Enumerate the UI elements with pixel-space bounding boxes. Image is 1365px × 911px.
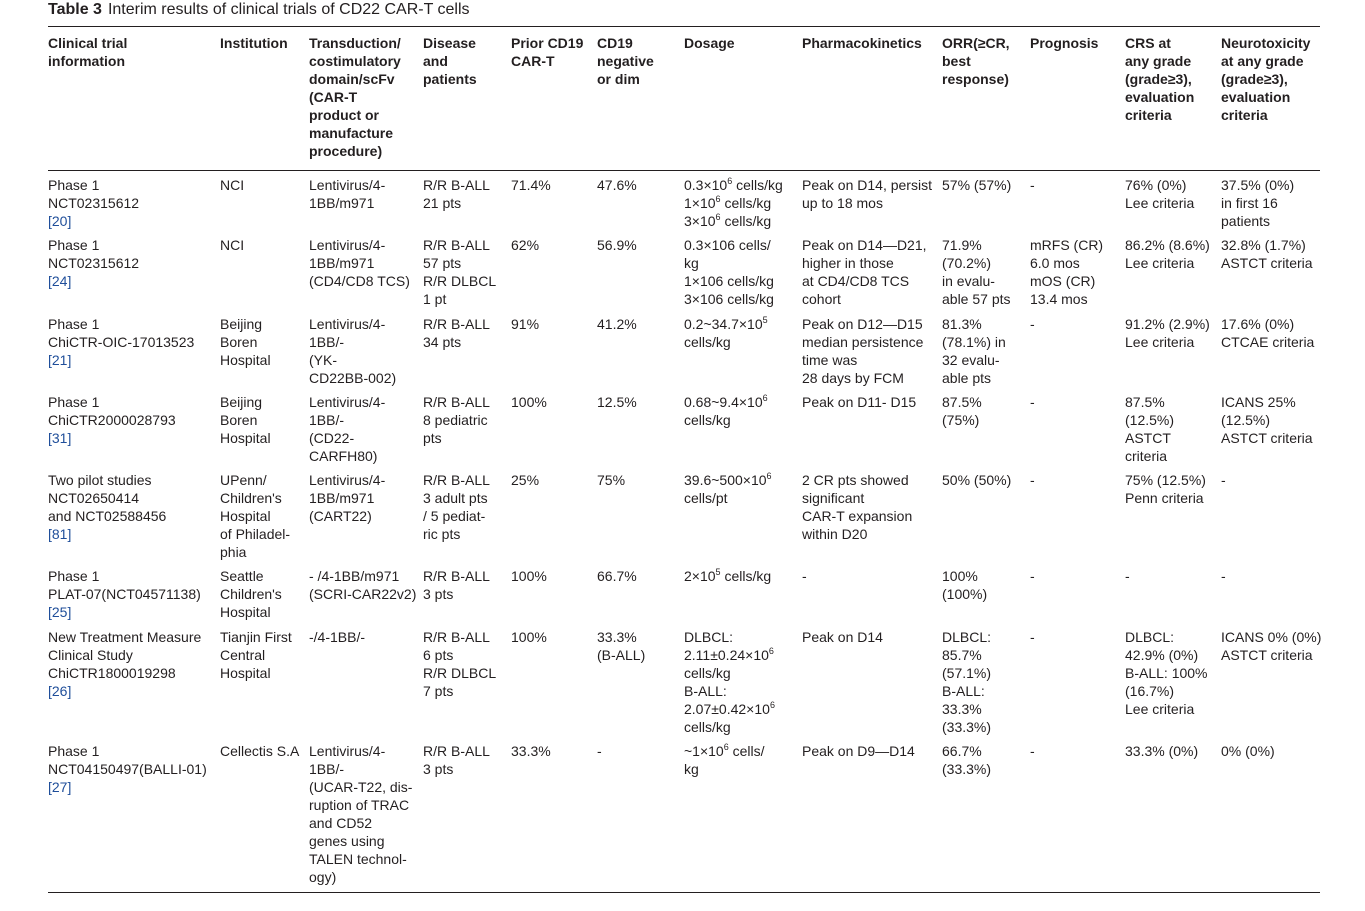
cell-crs: 76% (0%) Lee criteria — [1125, 177, 1195, 211]
trial-info: New Treatment Measure Clinical Study ChiCTR1800019298 — [48, 629, 202, 681]
cell-trial — [48, 567, 201, 621]
cell-disease: R/R B-ALL 57 pts R/R DLBCL 1 pt — [423, 237, 497, 307]
header-disease: Disease and patients — [423, 35, 477, 87]
cell-disease: R/R B-ALL 8 pediatric pts — [423, 394, 490, 446]
cell-dosage — [684, 742, 765, 778]
trial-info: Phase 1 PLAT-07(NCT04571138) — [48, 568, 201, 602]
cell-neuro: 17.6% (0%) CTCAE criteria — [1221, 316, 1315, 350]
cell-prior: 33.3% — [511, 743, 551, 759]
cell-cd19neg: 12.5% — [597, 394, 637, 410]
cell-prognosis: - — [1030, 394, 1035, 410]
dosage-line: cells/pt — [684, 490, 728, 506]
cell-prognosis: - — [1030, 472, 1035, 488]
cell-institution: Cellectis S.A — [220, 743, 300, 759]
cell-dosage — [684, 315, 768, 351]
trial-info: Phase 1 NCT02315612 — [48, 177, 140, 211]
cell-pk: Peak on D14—D21, higher in those at CD4/CD8 TCS cohort — [802, 237, 927, 307]
dosage-line: $3\times 10^6$ cells/kg — [684, 212, 772, 229]
cell-prognosis: - — [1030, 743, 1035, 759]
dosage-line: $0.2\sim 34.7\times 10^5$ — [684, 315, 768, 332]
cell-cd19neg: 33.3% (B-ALL) — [597, 629, 646, 663]
cell-pk: - — [802, 568, 807, 584]
dosage-line: $\sim 1\times 10^6$ cells/ — [684, 742, 765, 759]
cell-pk: Peak on D9—D14 — [802, 743, 915, 759]
dosage-line: 3×106 cells/kg — [684, 291, 774, 307]
dosage-line: kg — [684, 761, 699, 777]
cell-disease: R/R B-ALL 3 pts — [423, 743, 490, 777]
dosage-line: cells/kg — [684, 334, 731, 350]
header-orr: ORR(≥CR, best response) — [942, 35, 1010, 87]
dosage-line: $2.11\pm 0.24\times 10^6$ — [684, 646, 774, 663]
header-transduction: Transduction/ costimulatory domain/scFv (CAR-T product or manufacture procedure) — [309, 35, 401, 159]
dosage-line: 0.3×106 cells/ — [684, 237, 771, 253]
cell-crs: DLBCL: 42.9% (0%) B-ALL: 100% (16.7%) Lee criteria — [1125, 629, 1208, 717]
header-trial: Clinical trial information — [48, 35, 128, 69]
header-cd19neg: CD19 negative or dim — [597, 35, 654, 87]
dosage-line: $0.68\sim 9.4\times 10^6$ — [684, 393, 768, 410]
dosage-line: $2\times 10^5$ cells/kg — [684, 567, 772, 584]
cell-neuro: ICANS 25% (12.5%) ASTCT criteria — [1221, 394, 1313, 446]
dosage-line: cells/kg — [684, 719, 731, 735]
cell-dosage — [684, 236, 774, 308]
cell-orr: 87.5% (75%) — [942, 394, 982, 428]
cell-disease: R/R B-ALL 3 adult pts / 5 pediat- ric pts — [423, 472, 490, 542]
cell-crs: 91.2% (2.9%) Lee criteria — [1125, 316, 1210, 350]
cell-orr: 66.7% (33.3%) — [942, 743, 992, 777]
cell-pk: 2 CR pts showed significant CAR-T expansion within D20 — [802, 472, 913, 542]
dosage-exponent: 5 — [715, 567, 721, 577]
cell-institution: Beijing Boren Hospital — [220, 316, 271, 368]
cell-dosage — [684, 628, 775, 736]
cell-disease: R/R B-ALL 3 pts — [423, 568, 490, 602]
dosage-line: cells/kg — [684, 665, 731, 681]
dosage-line: $1\times 10^6$ cells/kg — [684, 194, 772, 211]
dosage-exponent: 6 — [769, 700, 775, 710]
cell-prognosis: - — [1030, 316, 1035, 332]
dosage-exponent: 6 — [768, 646, 774, 656]
table-caption — [48, 1, 470, 19]
cell-orr: 71.9% (70.2%) in evalu- able 57 pts — [942, 237, 1011, 307]
header-crs: CRS at any grade (grade≥3), evaluation criteria — [1125, 35, 1195, 123]
cell-institution: UPenn/ Children's Hospital of Philadel- phia — [220, 472, 291, 560]
table-bottom-rule — [48, 892, 1320, 893]
cell-crs: 75% (12.5%) Penn criteria — [1125, 472, 1206, 506]
cell-cd19neg: 56.9% — [597, 237, 637, 253]
cell-orr: 100% (100%) — [942, 568, 988, 602]
cell-dosage — [684, 176, 783, 230]
table-title: Interim results of clinical trials of CD22 CAR-T cells — [107, 1, 470, 18]
dosage-line: B-ALL: — [684, 683, 727, 699]
cell-neuro: ICANS 0% (0%) ASTCT criteria — [1221, 629, 1322, 663]
cell-transduction: Lentivirus/4- 1BB/- (YK- CD22BB-002) — [309, 316, 397, 386]
cell-disease: R/R B-ALL 21 pts — [423, 177, 490, 211]
cell-cd19neg: 41.2% — [597, 316, 637, 332]
reference-link[interactable]: [24] — [48, 273, 72, 289]
trial-info: Phase 1 ChiCTR-OIC-17013523 — [48, 316, 195, 350]
cell-institution: Seattle Children's Hospital — [220, 568, 282, 620]
cell-neuro: - — [1221, 472, 1226, 488]
trial-info: Phase 1 NCT02315612 — [48, 237, 140, 271]
header-pk: Pharmacokinetics — [802, 35, 922, 51]
cell-prior: 25% — [511, 472, 540, 488]
cell-prior: 100% — [511, 568, 547, 584]
cell-prognosis: - — [1030, 177, 1035, 193]
dosage-exponent: 6 — [727, 176, 733, 186]
cell-prior: 71.4% — [511, 177, 551, 193]
header-prior: Prior CD19 CAR-T — [511, 35, 584, 69]
cell-trial — [48, 236, 139, 290]
cell-transduction: - /4-1BB/m971 (SCRI-CAR22v2) — [309, 568, 417, 602]
cell-cd19neg: 75% — [597, 472, 626, 488]
cell-prognosis: - — [1030, 629, 1035, 645]
cell-prior: 62% — [511, 237, 540, 253]
cell-orr: 57% (57%) — [942, 177, 1012, 193]
dosage-exponent: 6 — [766, 471, 772, 481]
cell-trial — [48, 393, 176, 447]
dosage-line: $2.07\pm 0.42\times 10^6$ — [684, 700, 775, 717]
header-neuro: Neurotoxicity at any grade (grade≥3), evaluation criteria — [1221, 35, 1311, 123]
cell-transduction: -/4-1BB/- — [309, 629, 366, 645]
cell-transduction: Lentivirus/4- 1BB/m971 (CD4/CD8 TCS) — [309, 237, 410, 289]
header-institution: Institution — [220, 35, 288, 51]
dosage-exponent: 6 — [723, 742, 729, 752]
cell-disease: R/R B-ALL 6 pts R/R DLBCL 7 pts — [423, 629, 497, 699]
cell-prognosis: - — [1030, 568, 1035, 584]
table-label: Table 3 — [48, 1, 102, 18]
cell-prior: 91% — [511, 316, 540, 332]
cell-cd19neg: 47.6% — [597, 177, 637, 193]
cell-trial — [48, 176, 139, 230]
trial-info: Phase 1 NCT04150497(BALLI-01) — [48, 743, 207, 777]
cell-institution: Beijing Boren Hospital — [220, 394, 271, 446]
cell-cd19neg: 66.7% — [597, 568, 637, 584]
cell-pk: Peak on D14 — [802, 629, 883, 645]
cell-trial — [48, 628, 201, 700]
header-dosage: Dosage — [684, 35, 735, 51]
dosage-exponent: 6 — [715, 194, 721, 204]
trial-info: Two pilot studies NCT02650414 and NCT02588456 — [48, 472, 167, 524]
cell-orr: DLBCL: 85.7% (57.1%) B-ALL: 33.3% (33.3%) — [942, 629, 992, 735]
reference-link[interactable]: [26] — [48, 683, 72, 699]
dosage-exponent: 6 — [715, 212, 721, 222]
cell-prior: 100% — [511, 394, 547, 410]
reference-link[interactable]: [21] — [48, 352, 72, 368]
cell-transduction: Lentivirus/4- 1BB/- (CD22- CARFH80) — [309, 394, 386, 464]
cell-disease: R/R B-ALL 34 pts — [423, 316, 490, 350]
cell-pk: Peak on D12—D15 median persistence time was 28 days by FCM — [802, 316, 924, 386]
cell-crs: 33.3% (0%) — [1125, 743, 1199, 759]
reference-link[interactable]: [20] — [48, 213, 72, 229]
table-header-rule — [48, 170, 1320, 171]
cell-prior: 100% — [511, 629, 547, 645]
cell-cd19neg: - — [597, 743, 602, 759]
cell-trial — [48, 315, 194, 369]
dosage-line: $0.3\times 10^6$ cells/kg — [684, 176, 783, 193]
dosage-line: cells/kg — [684, 412, 731, 428]
dosage-line: 1×106 cells/kg — [684, 273, 774, 289]
header-prognosis: Prognosis — [1030, 35, 1099, 51]
cell-crs: - — [1125, 568, 1130, 584]
cell-neuro: 32.8% (1.7%) ASTCT criteria — [1221, 237, 1313, 271]
cell-dosage — [684, 471, 772, 507]
table-top-rule — [48, 26, 1320, 27]
reference-link[interactable]: [25] — [48, 604, 72, 620]
cell-dosage — [684, 393, 768, 429]
cell-transduction: Lentivirus/4- 1BB/- (UCAR-T22, dis- ruption of TRAC and CD52 genes using TALEN technol- ogy) — [309, 743, 413, 885]
cell-crs: 87.5% (12.5%) ASTCT criteria — [1125, 394, 1175, 464]
reference-link[interactable]: [31] — [48, 430, 72, 446]
cell-trial — [48, 471, 166, 543]
cell-trial — [48, 742, 207, 796]
cell-neuro: 37.5% (0%) in first 16 patients — [1221, 177, 1295, 229]
cell-institution: NCI — [220, 237, 245, 253]
cell-orr: 50% (50%) — [942, 472, 1012, 488]
cell-prognosis: mRFS (CR) 6.0 mos mOS (CR) 13.4 mos — [1030, 237, 1104, 307]
cell-institution: NCI — [220, 177, 245, 193]
dosage-exponent: 6 — [762, 393, 768, 403]
cell-transduction: Lentivirus/4- 1BB/m971 — [309, 177, 386, 211]
cell-orr: 81.3% (78.1%) in 32 evalu- able pts — [942, 316, 1006, 386]
dosage-line: kg — [684, 255, 699, 271]
cell-pk: Peak on D14, persist up to 18 mos — [802, 177, 932, 211]
reference-link[interactable]: [27] — [48, 779, 72, 795]
cell-transduction: Lentivirus/4- 1BB/m971 (CART22) — [309, 472, 386, 524]
cell-neuro: - — [1221, 568, 1226, 584]
dosage-exponent: 5 — [762, 315, 768, 325]
cell-pk: Peak on D11- D15 — [802, 394, 917, 410]
trial-info: Phase 1 ChiCTR2000028793 — [48, 394, 176, 428]
cell-neuro: 0% (0%) — [1221, 743, 1275, 759]
cell-dosage — [684, 567, 771, 585]
dosage-line: DLBCL: — [684, 629, 734, 645]
reference-link[interactable]: [81] — [48, 526, 72, 542]
dosage-line: $39.6\sim 500\times 10^6$ — [684, 471, 772, 488]
cell-crs: 86.2% (8.6%) Lee criteria — [1125, 237, 1210, 271]
cell-institution: Tianjin First Central Hospital — [220, 629, 292, 681]
